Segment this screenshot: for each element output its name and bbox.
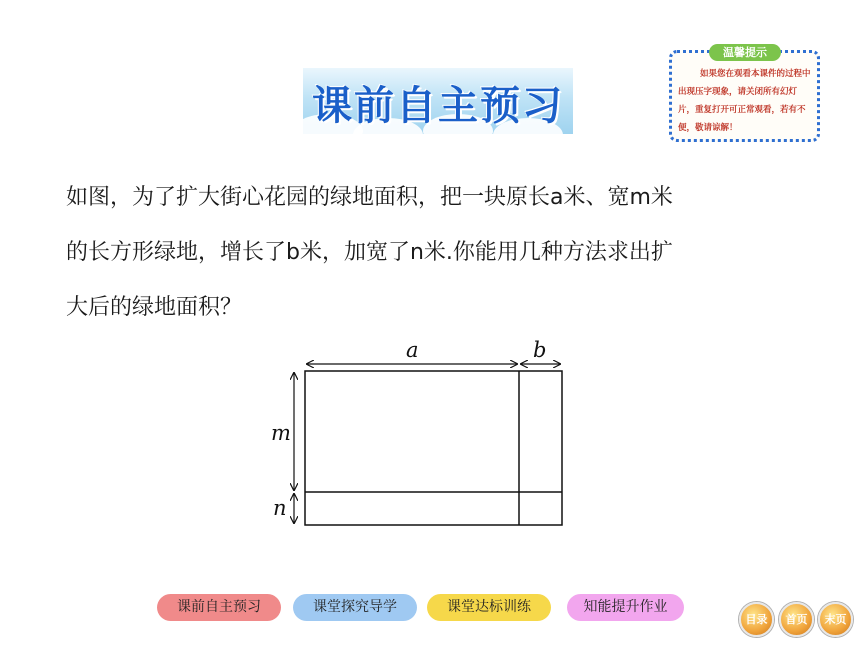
nav-button-preview[interactable]: 课前自主预习 <box>157 594 281 621</box>
label-a: a <box>406 338 419 362</box>
problem-line: 的长方形绿地，增长了b米，加宽了n米.你能用几种方法求出扩 <box>66 240 673 265</box>
label-m: m <box>271 421 291 445</box>
notice-text: 如果您在观看本课件的过程中出现压字现象，请关闭所有幻灯片，重复打开可正常观看，若有不便，敬请谅解！ <box>678 69 811 133</box>
first-page-button[interactable]: 首页 <box>779 602 814 637</box>
problem-line: 大后的绿地面积？ <box>66 295 243 320</box>
problem-line: 如图，为了扩大街心花园的绿地面积，把一块原长a米、宽m米 <box>66 185 673 210</box>
section-title: 课前自主预习 <box>312 83 564 129</box>
label-b: b <box>533 338 547 362</box>
contents-button[interactable]: 目录 <box>739 602 774 637</box>
outer-rectangle <box>305 371 562 525</box>
nav-button-homework[interactable]: 知能提升作业 <box>567 594 684 621</box>
nav-button-practice[interactable]: 课堂达标训练 <box>427 594 551 621</box>
notice-tab: 温馨提示 <box>709 44 781 61</box>
label-n: n <box>273 496 287 520</box>
nav-button-explore[interactable]: 课堂探究导学 <box>293 594 417 621</box>
last-page-button[interactable]: 末页 <box>818 602 853 637</box>
